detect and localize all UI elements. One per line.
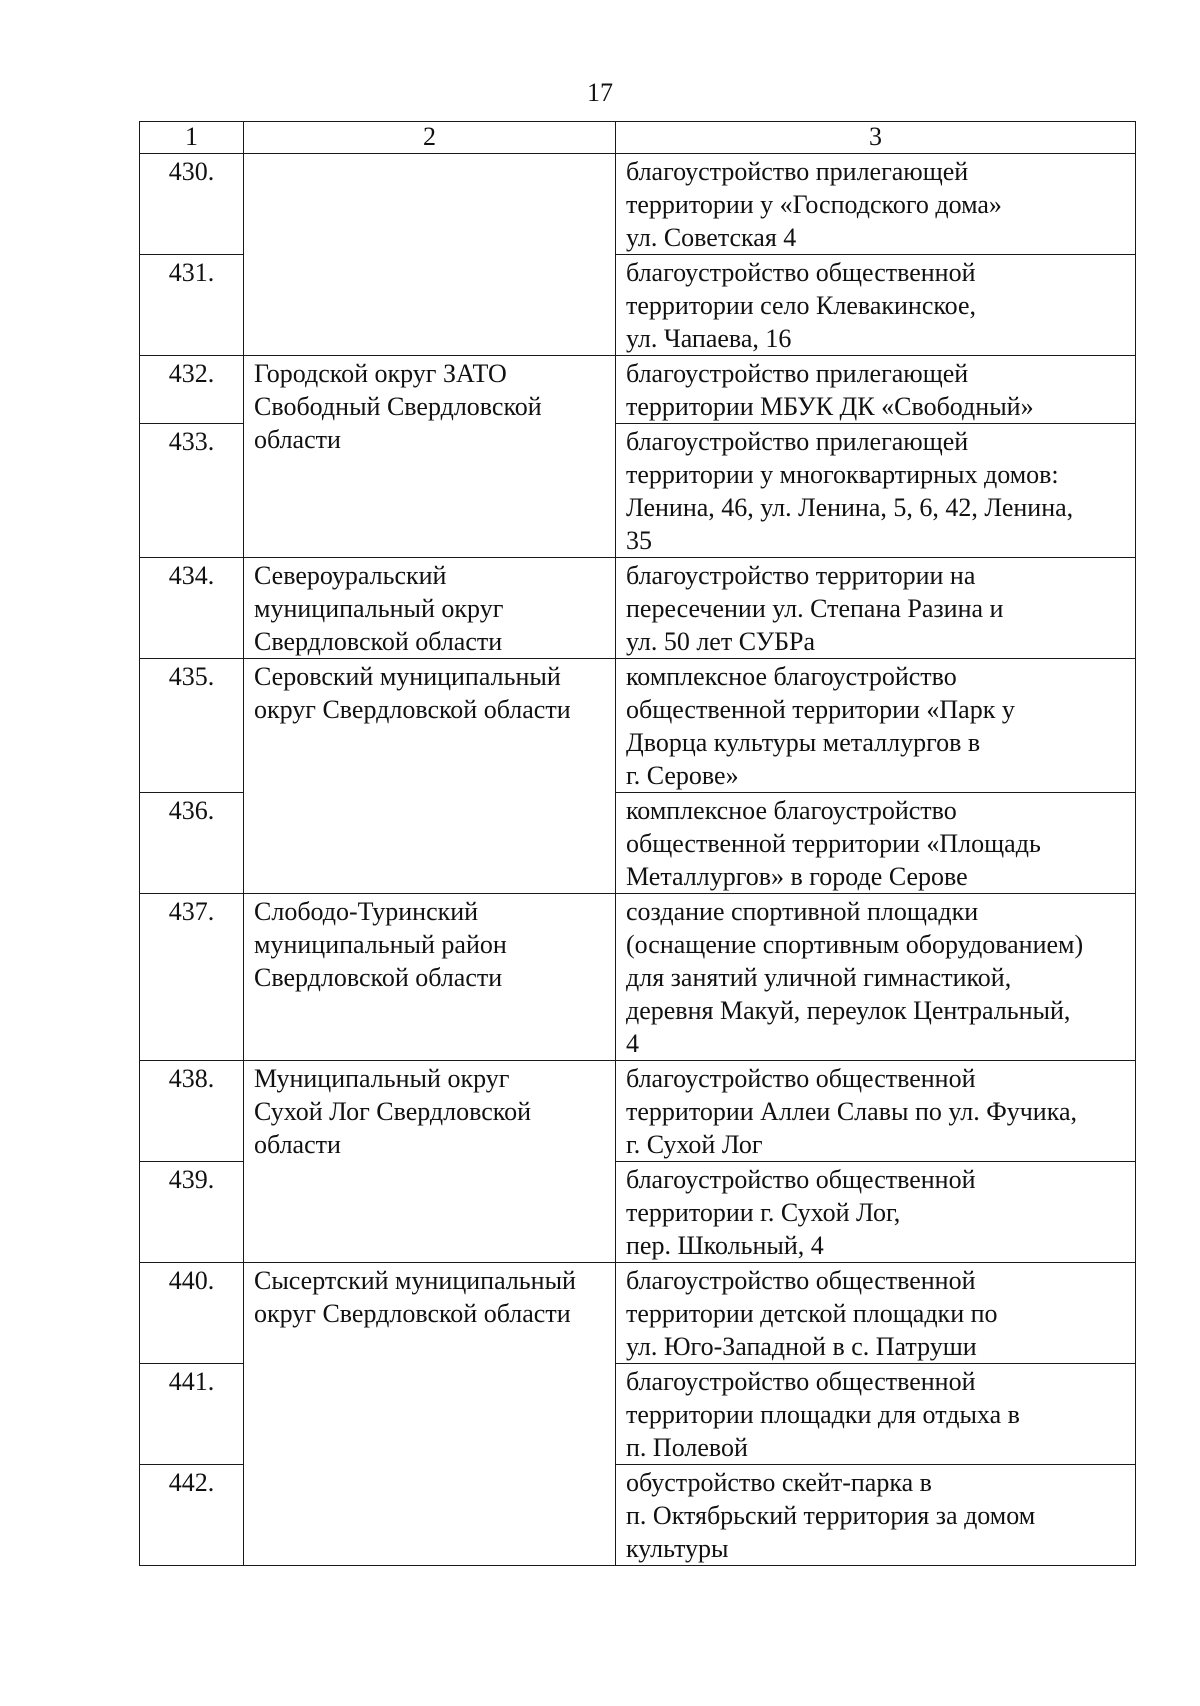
table-row [140,894,1136,1061]
column-header-1: 1 [140,122,244,154]
description-line: Дворца культуры металлургов в [626,728,981,757]
municipality-line: Свердловской области [254,627,503,656]
municipal-projects-table [139,121,1136,1566]
table-row [140,1061,1136,1162]
project-description [616,1263,1136,1364]
description-line: ул. 50 лет СУБРа [626,627,816,656]
table-row [140,356,1136,424]
description-line: г. Серове» [626,761,739,790]
description-line: благоустройство общественной [626,258,976,287]
description-line: территории МБУК ДК «Свободный» [626,392,1034,421]
description-line: культуры [626,1534,729,1563]
municipality-line: Сухой Лог Свердловской [254,1097,532,1126]
description-line: создание спортивной площадки [626,897,979,926]
description-line: 4 [626,1029,639,1058]
row-number: 436. [140,793,244,894]
column-header-2: 2 [244,122,616,154]
municipality-line: Свердловской области [254,963,503,992]
municipality-line: муниципальный район [254,930,507,959]
description-line: пересечении ул. Степана Разина и [626,594,1004,623]
description-line: общественной территории «Парк у [626,695,1015,724]
project-description [616,558,1136,659]
municipality-line: Североуральский [254,561,447,590]
description-line: благоустройство общественной [626,1064,976,1093]
description-line: территории у «Господского дома» [626,190,1002,219]
row-number: 434. [140,558,244,659]
municipality-cell [244,1061,616,1263]
row-number: 440. [140,1263,244,1364]
description-line: благоустройство прилегающей [626,359,969,388]
description-line: территории у многоквартирных домов: [626,460,1059,489]
municipality-cell [244,659,616,894]
description-line: 35 [626,526,652,555]
municipality-line: Городской округ ЗАТО [254,359,507,388]
row-number: 442. [140,1465,244,1566]
project-description [616,255,1136,356]
row-number: 435. [140,659,244,793]
description-line: Металлургов» в городе Серове [626,862,968,891]
description-line: благоустройство прилегающей [626,427,969,456]
description-line: п. Октябрьский территория за домом [626,1501,1036,1530]
municipality-line: области [254,1130,341,1159]
description-line: ул. Чапаева, 16 [626,324,792,353]
row-number: 441. [140,1364,244,1465]
table-row [140,154,1136,255]
description-line: п. Полевой [626,1433,748,1462]
table-row [140,558,1136,659]
description-line: территории детской площадки по [626,1299,998,1328]
description-line: благоустройство общественной [626,1367,976,1396]
project-description [616,793,1136,894]
municipality-line: муниципальный округ [254,594,504,623]
table-header-row [140,122,1136,154]
municipality-line: Муниципальный округ [254,1064,510,1093]
description-line: общественной территории «Площадь [626,829,1041,858]
description-line: территории площадки для отдыха в [626,1400,1020,1429]
municipality-line: округ Свердловской области [254,695,571,724]
project-description [616,1162,1136,1263]
row-number: 432. [140,356,244,424]
municipality-cell [244,356,616,558]
description-line: территории село Клевакинское, [626,291,977,320]
project-description [616,1364,1136,1465]
row-number: 439. [140,1162,244,1263]
project-description [616,894,1136,1061]
description-line: ул. Юго-Западной в с. Патруши [626,1332,977,1361]
municipality-line: Сысертский муниципальный [254,1266,576,1295]
municipality-cell [244,558,616,659]
municipality-line: округ Свердловской области [254,1299,571,1328]
description-line: (оснащение спортивным оборудованием) [626,930,1084,959]
table-row [140,1263,1136,1364]
row-number: 437. [140,894,244,1061]
project-description [616,659,1136,793]
row-number: 431. [140,255,244,356]
municipality-cell [244,154,616,356]
description-line: территории Аллеи Славы по ул. Фучика, [626,1097,1078,1126]
description-line: для занятий уличной гимнастикой, [626,963,1012,992]
description-line: территории г. Сухой Лог, [626,1198,901,1227]
description-line: обустройство скейт-парка в [626,1468,932,1497]
municipality-line: области [254,425,341,454]
project-description [616,356,1136,424]
row-number: 438. [140,1061,244,1162]
page-number: 17 [587,78,613,107]
municipality-line: Свободный Свердловской [254,392,542,421]
project-description [616,154,1136,255]
row-number: 433. [140,424,244,558]
description-line: благоустройство общественной [626,1165,976,1194]
project-description [616,1061,1136,1162]
description-line: Ленина, 46, ул. Ленина, 5, 6, 42, Ленина, [626,493,1074,522]
description-line: комплексное благоустройство [626,662,957,691]
description-line: благоустройство территории на [626,561,976,590]
column-header-3: 3 [616,122,1136,154]
municipality-line: Серовский муниципальный [254,662,561,691]
description-line: г. Сухой Лог [626,1130,763,1159]
municipality-line: Слободо-Туринский [254,897,479,926]
description-line: пер. Школьный, 4 [626,1231,824,1260]
description-line: благоустройство прилегающей [626,157,969,186]
description-line: ул. Советская 4 [626,223,797,252]
table-row [140,659,1136,793]
description-line: благоустройство общественной [626,1266,976,1295]
project-description [616,424,1136,558]
municipality-cell [244,1263,616,1566]
description-line: комплексное благоустройство [626,796,957,825]
description-line: деревня Макуй, переулок Центральный, [626,996,1071,1025]
municipality-cell [244,894,616,1061]
project-description [616,1465,1136,1566]
row-number: 430. [140,154,244,255]
